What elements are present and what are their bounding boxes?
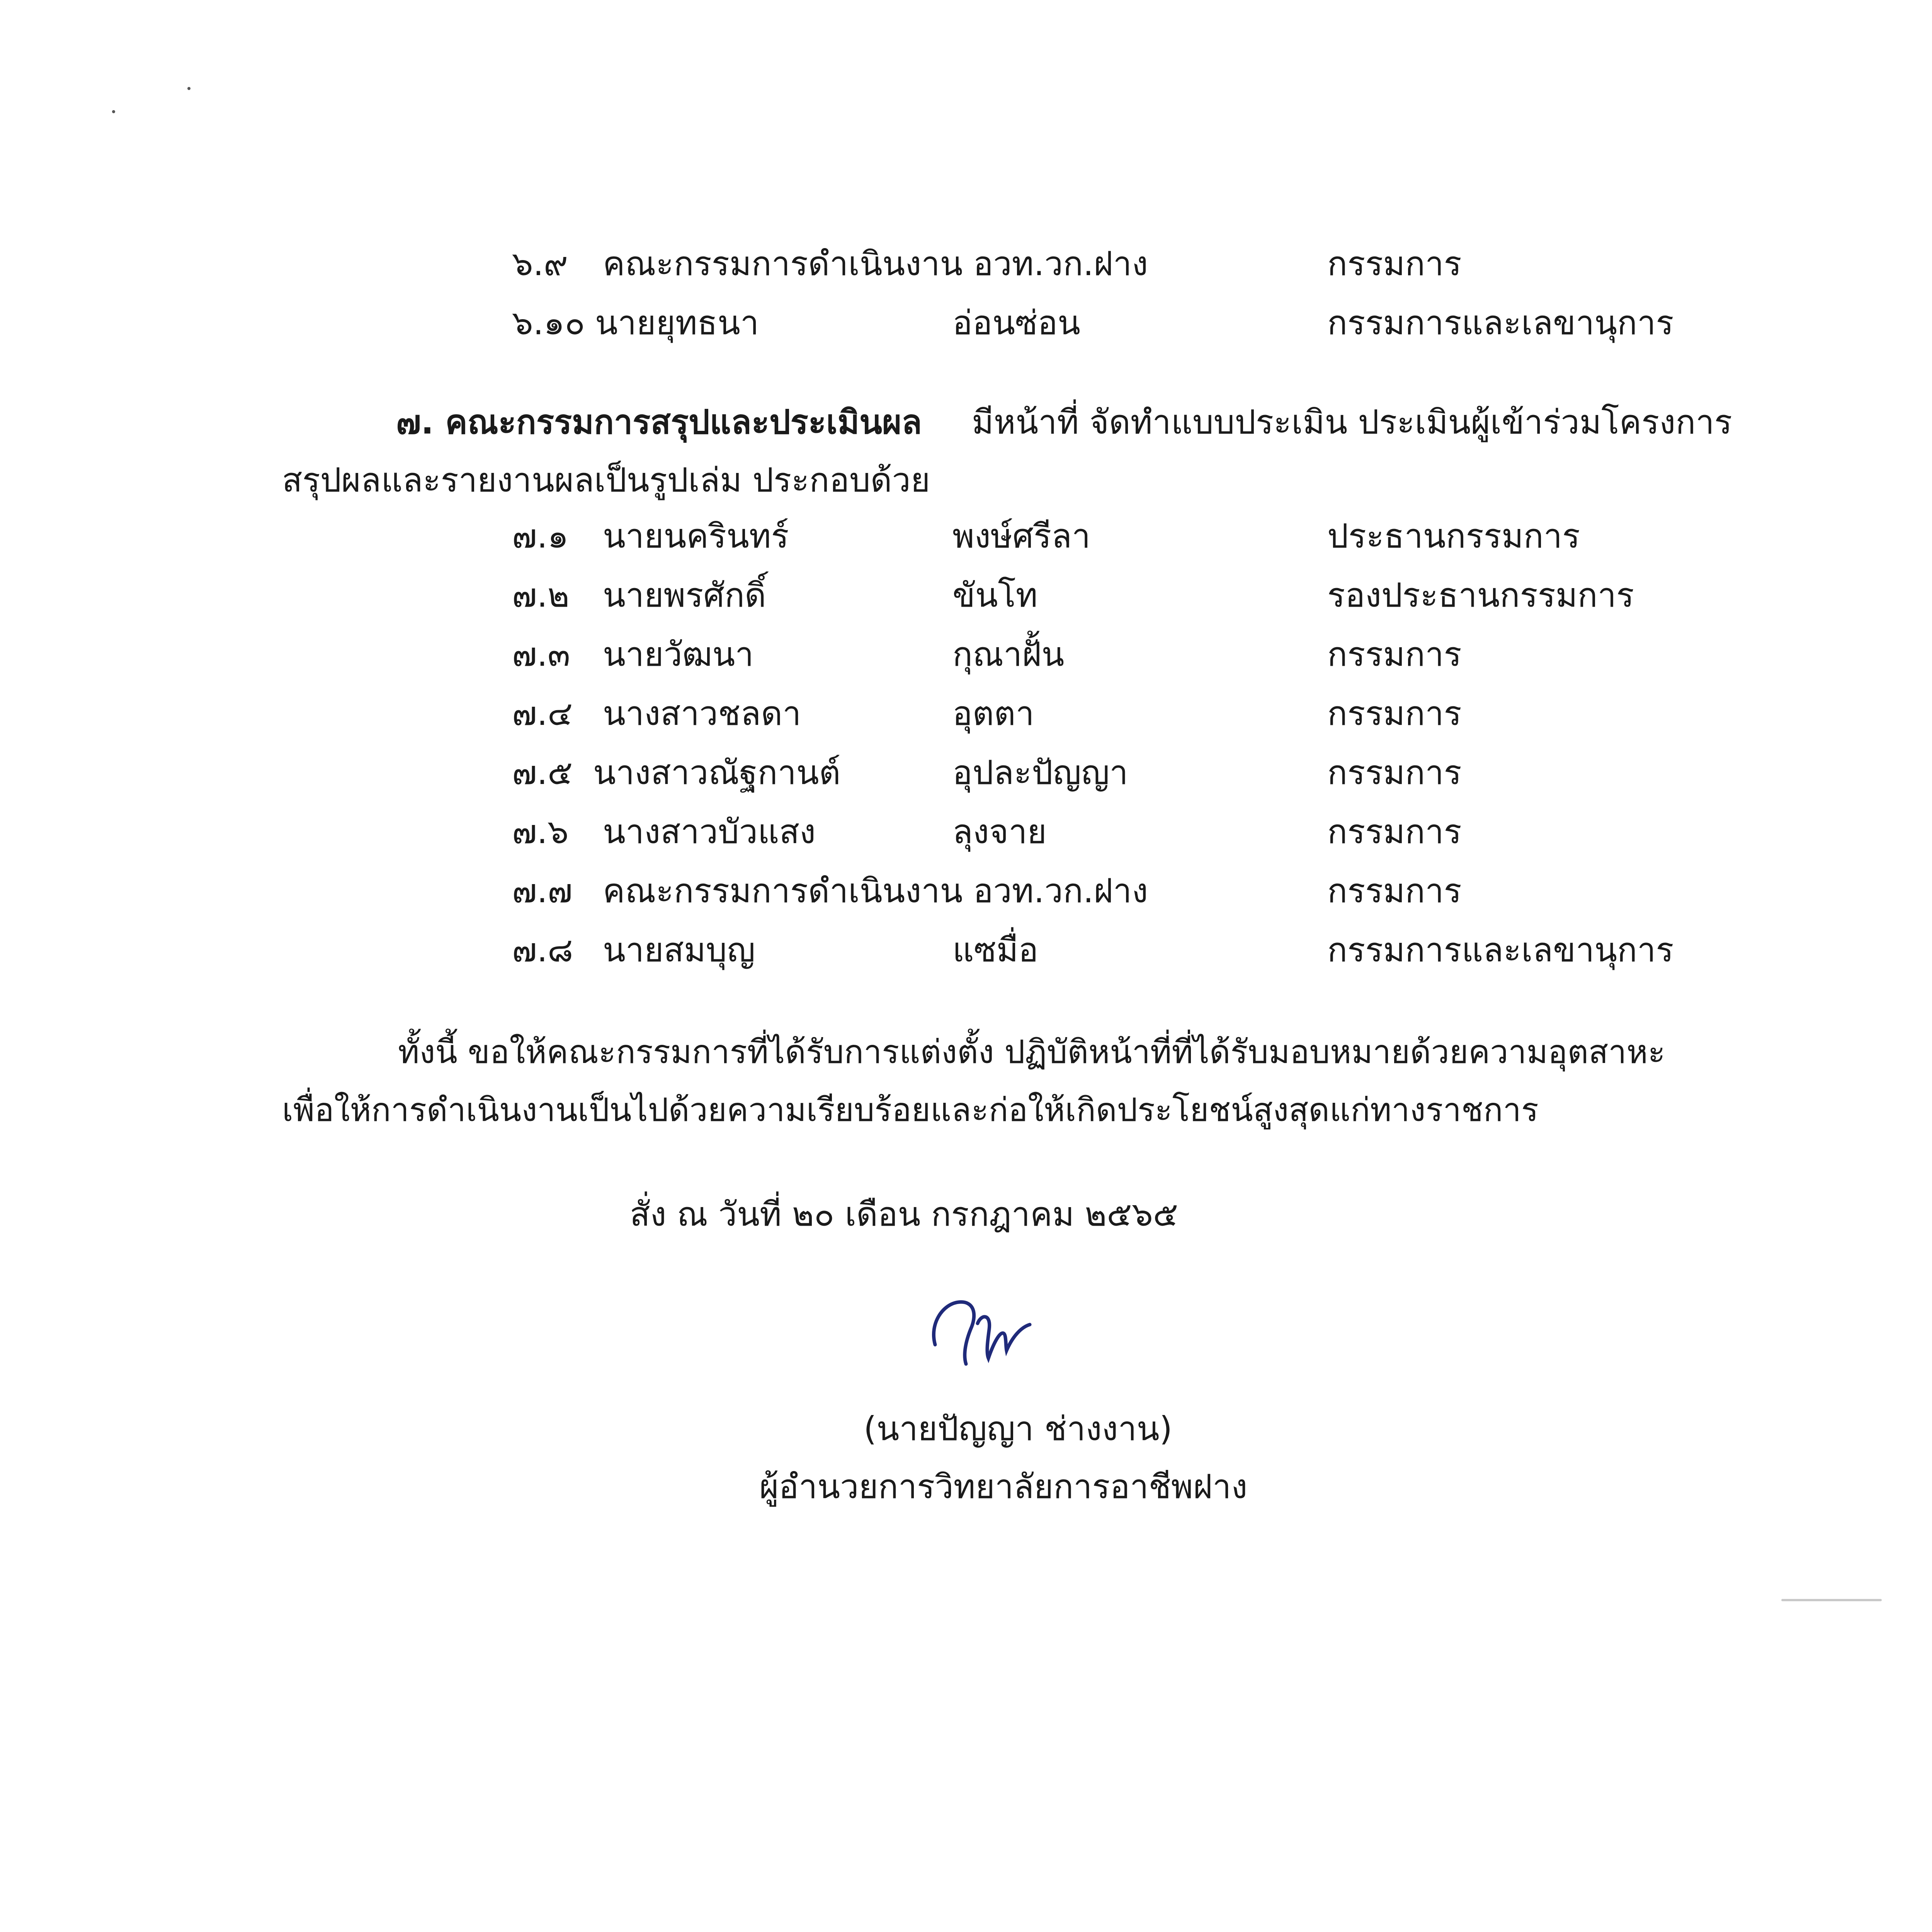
member-surname: แซมื่อ [952, 931, 1039, 969]
section-duty: มีหน้าที่ จัดทำแบบประเมิน ประเมินผู้เข้าร่วมโครงการ [972, 403, 1732, 442]
member-surname: พงษ์ศรีลา [952, 517, 1091, 556]
order-date: สั่ง ณ วันที่ ๒๐ เดือน กรกฎาคม ๒๕๖๕ [630, 1195, 1178, 1234]
member-name: คณะกรรมการดำเนินงาน อวท.วก.ฝาง [603, 245, 1148, 283]
item-number: ๖.๙ [512, 245, 568, 283]
member-role: ประธานกรรมการ [1327, 517, 1580, 556]
item-number: ๗.๖ [512, 813, 569, 851]
item-number: ๗.๘ [512, 931, 573, 969]
table-row [0, 576, 1932, 625]
member-role: กรรมการ [1327, 872, 1462, 910]
member-name: นายนครินทร์ [603, 517, 789, 556]
member-name: นายยุทธนา [595, 304, 759, 342]
table-row [0, 635, 1932, 684]
scan-speck [187, 87, 190, 90]
item-number: ๖.๑๐ [512, 304, 585, 342]
scan-artifact [1781, 1599, 1882, 1601]
member-role: กรรมการ [1327, 694, 1462, 733]
signature [920, 1287, 1043, 1372]
table-row [0, 247, 1932, 294]
member-name: นางสาวณัฐกานต์ [593, 753, 841, 792]
member-role: กรรมการ [1327, 753, 1462, 792]
member-role: กรรมการ [1327, 245, 1462, 283]
table-row [0, 931, 1932, 980]
table-row [0, 517, 1932, 566]
signatory-position: ผู้อำนวยการวิทยาลัยการอาชีพฝาง [759, 1468, 1248, 1506]
member-name: นายวัฒนา [603, 635, 754, 674]
item-number: ๗.๕ [512, 753, 573, 792]
item-number: ๗.๓ [512, 635, 570, 674]
item-number: ๗.๒ [512, 576, 570, 615]
closing-paragraph: ทั้งนี้ ขอให้คณะกรรมการที่ได้รับการแต่งตั้ง ปฏิบัติหน้าที่ที่ได้รับมอบหมายด้วยความอุตสาหะ [398, 1033, 1665, 1071]
member-surname: ขันโท [952, 576, 1038, 615]
member-role: กรรมการและเลขานุการ [1327, 304, 1674, 342]
member-surname: อ่อนซ่อน [952, 304, 1080, 342]
scan-speck [112, 110, 115, 113]
member-role: กรรมการ [1327, 813, 1462, 851]
member-role: รองประธานกรรมการ [1327, 576, 1634, 615]
member-surname: กุณาฝั้น [952, 635, 1065, 674]
member-surname: อุปละปัญญา [952, 753, 1128, 792]
item-number: ๗.๑ [512, 517, 569, 556]
section-duty-continued: สรุปผลและรายงานผลเป็นรูปเล่ม ประกอบด้วย [282, 461, 930, 500]
member-name: นายพรศักดิ์ [603, 576, 766, 615]
member-name: นางสาวชลดา [603, 694, 801, 733]
signatory-name: (นายปัญญา ช่างงาน) [864, 1410, 1173, 1448]
member-name: คณะกรรมการดำเนินงาน อวท.วก.ฝาง [603, 872, 1148, 910]
member-role: กรรมการ [1327, 635, 1462, 674]
member-surname: อุตตา [952, 694, 1034, 733]
table-row [0, 306, 1932, 353]
table-row [0, 874, 1932, 921]
member-name: นายสมบุญ [603, 931, 755, 969]
section-heading: ๗. คณะกรรมการสรุปและประเมินผล [396, 403, 922, 442]
item-number: ๗.๔ [512, 694, 573, 733]
table-row [0, 753, 1932, 803]
table-row [0, 694, 1932, 743]
member-surname: ลุงจาย [952, 813, 1047, 851]
closing-paragraph-continued: เพื่อให้การดำเนินงานเป็นไปด้วยความเรียบร้อยและก่อให้เกิดประโยชน์สูงสุดแก่ทางราชการ [282, 1091, 1539, 1129]
table-row [0, 815, 1932, 862]
member-name: นางสาวบัวแสง [603, 813, 816, 851]
member-role: กรรมการและเลขานุการ [1327, 931, 1674, 969]
item-number: ๗.๗ [512, 872, 573, 910]
